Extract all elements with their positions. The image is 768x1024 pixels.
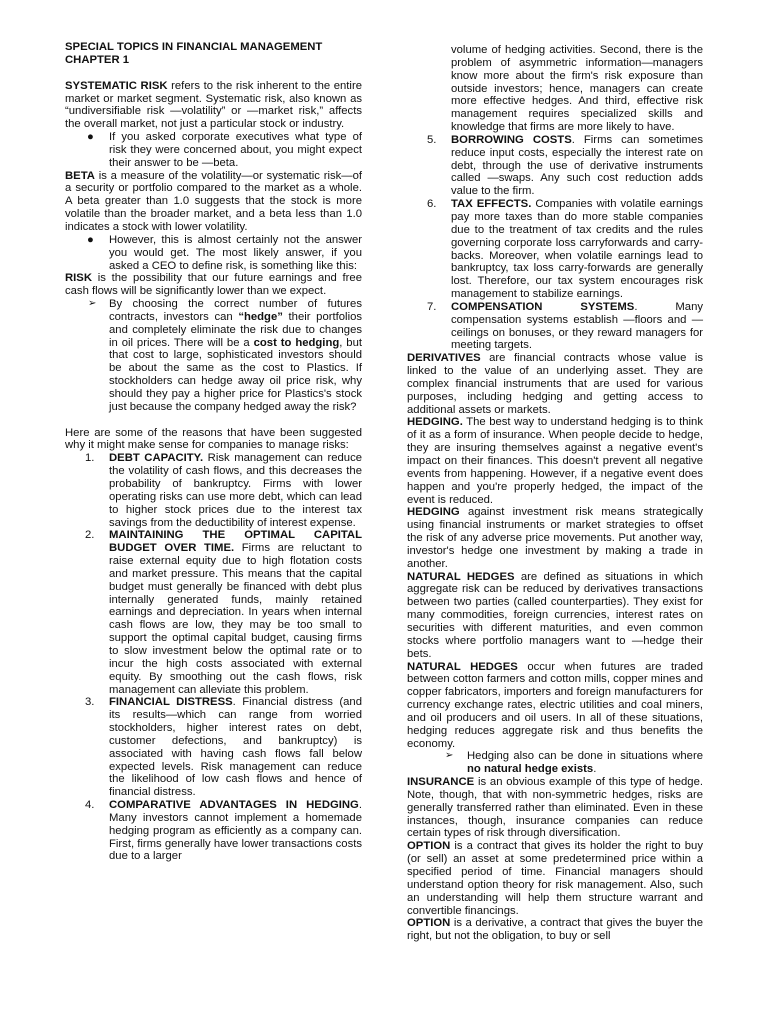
numbered-item: 2. MAINTAINING THE OPTIMAL CAPITAL BUDGET OVER TIME. Firms are reluctant to raise external equity due to high flotation costs and market pressure. This means that the capital budget must generally be financed with debt plus internally generated funds, mainly retained earnings and depreciation. In years when internal cash flows are low, they may be too small to support the optimal capital budget, causing firms to slow investment below the optimal rate or to incur the high costs associated with external equity. By smoothing out the cash flows, risk management can alleviate this problem. xyxy=(85,529,362,696)
numbered-item: 6. TAX EFFECTS. Companies with volatile earnings pay more taxes than do more stable companies due to the treatment of tax credits and the rules governing corporate loss carryforwards and carry-backs. Moreover, when volatile earnings lead to bankruptcy, tax loss carry-forwards are generally lost. Therefore, our tax system encourages risk management to stabilize earnings. xyxy=(427,198,703,301)
reasons-intro-paragraph: Here are some of the reasons that have been suggested why it might make sense for companies to manage risks: xyxy=(65,426,362,452)
right-column xyxy=(407,44,703,943)
arrow-bullet-item: ➢ Hedging also can be done in situations where no natural hedge exists. xyxy=(445,750,703,776)
bullet-item: ● If you asked corporate executives what type of risk they were concerned about, you might expect their answer to be —beta. xyxy=(87,131,362,169)
hedging-paragraph: HEDGING. The best way to understand hedging is to think of it as a form of insurance. When people decide to hedge, they are insuring themselves against a negative event's impact on their finances. This doesn't prevent all negative events from happening. However, if a negative event does happen and you're properly hedged, the impact of the event is reduced. xyxy=(407,416,703,506)
option-derivative-paragraph: OPTION is a derivative, a contract that gives the buyer the right, but not the obligation, to buy or sell xyxy=(407,917,703,943)
derivatives-paragraph: DERIVATIVES are financial contracts whose value is linked to the value of an underlying asset. They are complex financial instruments that are used for various purposes, including hedging and getting access to additional assets or markets. xyxy=(407,352,703,416)
continued-paragraph: volume of hedging activities. Second, there is the problem of asymmetric information—managers know more about the firm's risk exposure than outside investors; hence, managers can create more effective hedges. And third, effective risk management requires specialized skills and knowledge that firms are more likely to have. xyxy=(451,44,703,134)
numbered-item: 1. DEBT CAPACITY. Risk management can reduce the volatility of cash flows, and this decreases the probability of bankruptcy. Firms with lower operating risks can use more debt, which can lead to higher stock prices due to the interest tax savings from the deductibility of interest expense. xyxy=(85,452,362,529)
numbered-item: 4. COMPARATIVE ADVANTAGES IN HEDGING. Many investors cannot implement a homemade hedging program as efficiently as a company can. First, firms generally have lower transactions costs due to a larger xyxy=(85,799,363,863)
arrow-bullet-icon: ➢ xyxy=(88,298,97,310)
arrow-bullet-icon: ➢ xyxy=(445,750,454,762)
bullet-icon: ● xyxy=(87,131,94,144)
chapter-heading: CHAPTER 1 xyxy=(65,53,130,66)
beta-paragraph: BETA is a measure of the volatility—or systematic risk—of a security or portfolio compared to the market as a whole. A beta greater than 1.0 suggests that the stock is more volatile than the broader market, and a beta less than 1.0 indicates a stock with lower volatility. xyxy=(65,169,362,233)
natural-hedges-examples-paragraph: NATURAL HEDGES occur when futures are traded between cotton farmers and cotton mills, copper mines and copper fabricators, importers and foreign manufacturers for currency exchange rates, electric utilities and coal miners, and oil producers and oil users. In all of these situations, hedging reduces aggregate risk and thus benefits the economy. xyxy=(407,660,703,750)
natural-hedges-paragraph: NATURAL HEDGES are defined as situations in which aggregate risk can be reduced by derivatives transactions between two parties (called counterparties). They exist for many commodities, foreign currencies, interest rates on securities with different maturities, and even common stocks where portfolio managers want to —hedge their bets. xyxy=(407,570,703,660)
insurance-paragraph: INSURANCE is an obvious example of this type of hedge. Note, though, that with non-symmetric hedges, risks are generally transferred rather than eliminated. Even in these instances, though, insurance companies can reduce certain types of risk through diversification. xyxy=(407,776,703,840)
document-title: SPECIAL TOPICS IN FINANCIAL MANAGEMENT xyxy=(65,41,323,53)
option-paragraph: OPTION is a contract that gives its holder the right to buy (or sell) an asset at some predetermined price within a specified period of time. Financial managers should understand option theory for risk management. Also, such an understanding will help them structure warrant and convertible financings. xyxy=(407,840,703,917)
numbered-item: 3. FINANCIAL DISTRESS. Financial distress (and its results—which can range from worried stockholders, higher interest rates on debt, customer defections, and bankruptcy) is associated with having cash flows fall below expected levels. Risk management can reduce the likelihood of low cash flows and hence of financial distress. xyxy=(85,696,362,799)
numbered-item: 5. BORROWING COSTS. Firms can sometimes reduce input costs, especially the interest rate on debt, through the use of derivative instruments called —swaps. Any such cost reduction adds value to the firm. xyxy=(427,133,703,198)
numbered-item: 7. COMPENSATION SYSTEMS. Many compensation systems establish —floors and —ceilings on bonuses, or they reward managers for meeting targets. xyxy=(427,300,703,352)
bullet-icon: ● xyxy=(87,233,94,246)
hedging-investment-paragraph: HEDGING against investment risk means strategically using financial instruments or market strategies to offset the risk of any adverse price movements. Put another way, investor's hedge one investment by making a trade in another. xyxy=(407,506,703,570)
systematic-risk-paragraph: SYSTEMATIC RISK refers to the risk inherent to the entire market or market segment. Systematic risk, also known as “undiversifiable risk —volatility” or —market risk,” affects the overall market, not just a particular stock or industry. xyxy=(65,79,362,131)
bullet-item: ● However, this is almost certainly not the answer you would get. The most likely answer, if you asked a CEO to define risk, is something like this: xyxy=(87,233,362,272)
arrow-bullet-item: ➢ By choosing the correct number of futures contracts, investors can “hedge” their portfolios and completely eliminate the risk due to changes in oil prices. There will be a cost to hedging, but that cost to large, sophisticated investors should be about the same as the cost to Plastics. If stockholders can hedge away oil price risk, why should they pay a higher price for Plastics's stock just because the company hedged away the risk? xyxy=(88,298,363,413)
left-column xyxy=(65,41,362,863)
risk-paragraph: RISK is the possibility that our future earnings and free cash flows will be significantly lower than we expect. xyxy=(65,272,362,298)
